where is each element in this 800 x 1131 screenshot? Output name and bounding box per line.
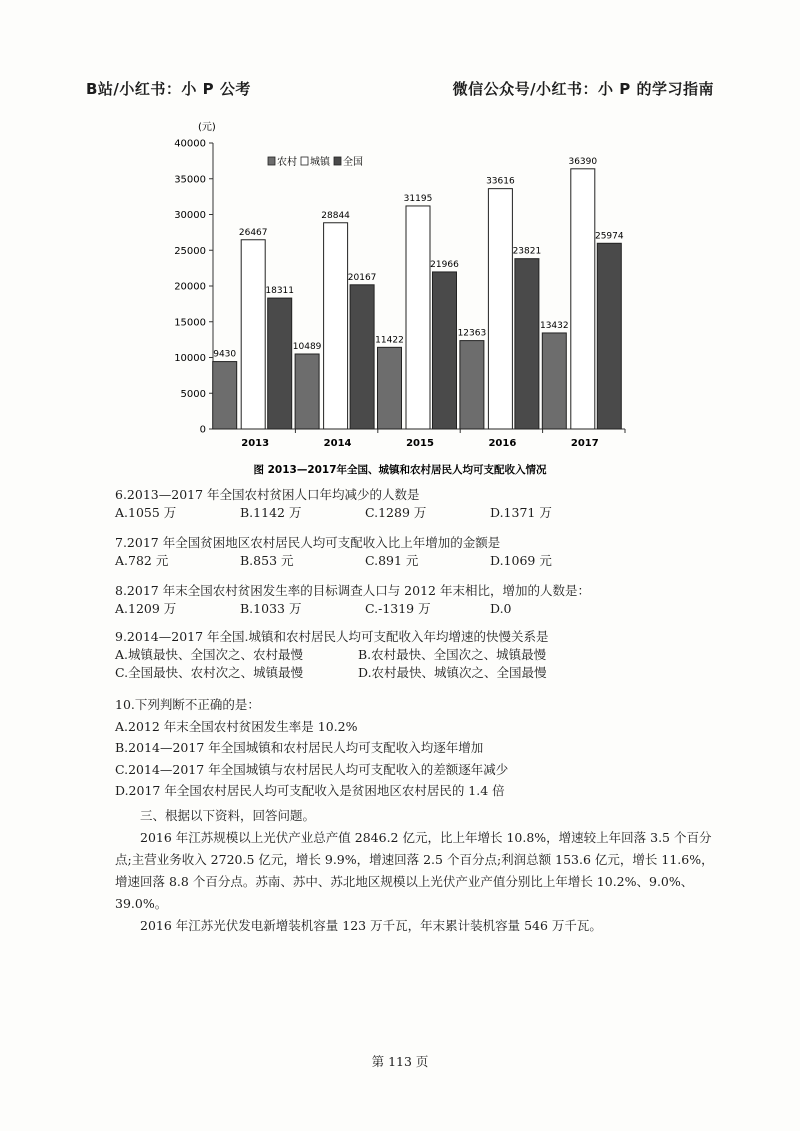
- question-6: [115, 486, 715, 522]
- header-right: 微信公众号/小红书：小 P 的学习指南: [452, 80, 714, 98]
- data-label: 9430: [213, 349, 237, 360]
- y-tick-label: 0: [199, 424, 206, 436]
- option-d: D.1069 元: [490, 553, 552, 568]
- option-b: B.农村最快、全国次之、城镇最慢: [358, 647, 547, 662]
- x-tick-label: 2016: [488, 438, 517, 449]
- y-tick-label: 40000: [174, 138, 206, 150]
- bar-城镇: [571, 169, 595, 429]
- y-tick-label: 25000: [174, 245, 206, 257]
- bar-农村: [295, 354, 319, 429]
- data-label: 26467: [238, 227, 268, 238]
- bar-城镇: [241, 240, 265, 429]
- question-stem: 7.2017 年全国贫困地区农村居民人均可支配收入比上年增加的金额是: [115, 535, 501, 550]
- legend-label: 全国: [343, 157, 363, 168]
- bar-全国: [597, 243, 621, 429]
- question-7: [115, 534, 715, 570]
- bar-全国: [433, 272, 457, 429]
- question-9: [115, 628, 715, 682]
- option-d: D.农村最快、城镇次之、全国最慢: [358, 665, 547, 680]
- option-b: B.1142 万: [240, 505, 302, 520]
- y-tick-label: 35000: [174, 174, 206, 186]
- x-tick-label: 2017: [570, 438, 599, 449]
- bar-农村: [542, 333, 566, 429]
- data-label: 33616: [486, 176, 515, 187]
- chart-legend: [268, 155, 363, 168]
- data-label: 11422: [375, 335, 404, 346]
- option-d: D.0: [490, 601, 512, 616]
- header-left: B站/小红书：小 P 公考: [86, 80, 251, 98]
- y-tick-label: 5000: [180, 388, 206, 400]
- data-label: 13432: [539, 320, 569, 331]
- data-label: 18311: [265, 286, 295, 297]
- option-a: A.城镇最快、全国次之、农村最慢: [115, 647, 304, 662]
- data-label: 25974: [594, 231, 624, 242]
- y-tick-label: 15000: [174, 317, 206, 329]
- option-b: B.2014—2017 年全国城镇和农村居民人均可支配收入均逐年增加: [115, 740, 484, 755]
- option-b: B.1033 万: [240, 601, 302, 616]
- option-c: C.-1319 万: [365, 601, 431, 616]
- bar-城镇: [324, 223, 348, 429]
- option-d: D.1371 万: [490, 505, 552, 520]
- bar-全国: [350, 285, 374, 429]
- question-stem: 6.2013—2017 年全国农村贫困人口年均减少的人数是: [115, 487, 420, 502]
- question-stem: 9.2014—2017 年全国.城镇和农村居民人均可支配收入年均增速的快慢关系是: [115, 629, 549, 644]
- x-axis: [213, 429, 625, 449]
- y-tick-label: 10000: [174, 353, 206, 364]
- data-label: 12363: [457, 328, 487, 339]
- legend-swatch-农村: [268, 157, 275, 165]
- y-tick-label: 20000: [174, 281, 206, 293]
- page-number: 第 113 页: [371, 1054, 429, 1069]
- option-a: A.2012 年末全国农村贫困发生率是 10.2%: [115, 718, 358, 734]
- legend-label: 农村: [277, 157, 297, 168]
- question-stem: 10.下列判断不正确的是：: [115, 697, 260, 712]
- option-b: B.853 元: [240, 553, 294, 568]
- option-c: C.2014—2017 年全国城镇与农村居民人均可支配收入的差额逐年减少: [115, 761, 509, 777]
- data-label: 21966: [430, 259, 459, 270]
- income-bar-chart: [0, 0, 800, 490]
- x-tick-label: 2013: [241, 438, 270, 449]
- y-tick-label: 30000: [174, 210, 206, 221]
- question-10: [115, 694, 715, 802]
- legend-swatch-全国: [334, 157, 341, 165]
- bar-全国: [515, 259, 539, 429]
- material-paragraph-2: 2016 年江苏光伏发电新增装机容量 123 万千瓦，年末累计装机容量 546 万千瓦。: [140, 918, 602, 933]
- option-c: C.891 元: [365, 553, 419, 568]
- section-title: 三、根据以下资料，回答问题。: [140, 808, 316, 823]
- option-c: C.全国最快、农村次之、城镇最慢: [115, 665, 304, 680]
- data-label: 20167: [347, 272, 377, 283]
- legend-label: 城镇: [310, 157, 330, 168]
- y-axis: [174, 139, 213, 436]
- bar-城镇: [406, 206, 430, 429]
- bar-城镇: [488, 189, 512, 429]
- x-tick-label: 2014: [323, 438, 352, 449]
- bar-农村: [378, 347, 402, 429]
- bar-全国: [268, 298, 292, 429]
- bar-农村: [460, 341, 484, 429]
- chart-bars: [213, 157, 624, 429]
- material-paragraph-1: 2016 年江苏规模以上光伏产业总产值 2846.2 亿元，比上年增长 10.8%，增速较上年回落 3.5 个百分点;主营业务收入 2720.5 亿元，增长 9.9%，增速回落 2.5 个百分点;利润总额 153.6 亿元，增长 11.6%，增速回落 8.8 个百分点。苏南、苏中、苏北地区规模以上光伏产业产值分别比上年增长 10.2%、9.0%、39.0%。: [115, 830, 714, 911]
- legend-swatch-城镇: [301, 157, 308, 165]
- y-unit-label: (元): [198, 122, 216, 133]
- bar-农村: [213, 362, 237, 429]
- chart-caption: 图 2013—2017年全国、城镇和农村居民人均可支配收入情况: [253, 464, 547, 476]
- option-a: A.1209 万: [115, 601, 177, 616]
- question-stem: 8.2017 年末全国农村贫困发生率的目标调查人口与 2012 年末相比，增加的人数是：: [115, 583, 590, 598]
- option-c: C.1289 万: [365, 505, 427, 520]
- section-3: [115, 805, 725, 937]
- option-a: A.782 元: [115, 553, 169, 568]
- option-d: D.2017 年全国农村居民人均可支配收入是贫困地区农村居民的 1.4 倍: [115, 783, 505, 798]
- data-label: 28844: [321, 210, 350, 221]
- option-a: A.1055 万: [115, 505, 177, 520]
- data-label: 36390: [568, 156, 598, 167]
- data-label: 31195: [403, 193, 433, 204]
- data-label: 10489: [292, 342, 322, 353]
- question-8: [115, 582, 715, 618]
- data-label: 23821: [512, 246, 542, 257]
- x-tick-label: 2015: [406, 438, 434, 449]
